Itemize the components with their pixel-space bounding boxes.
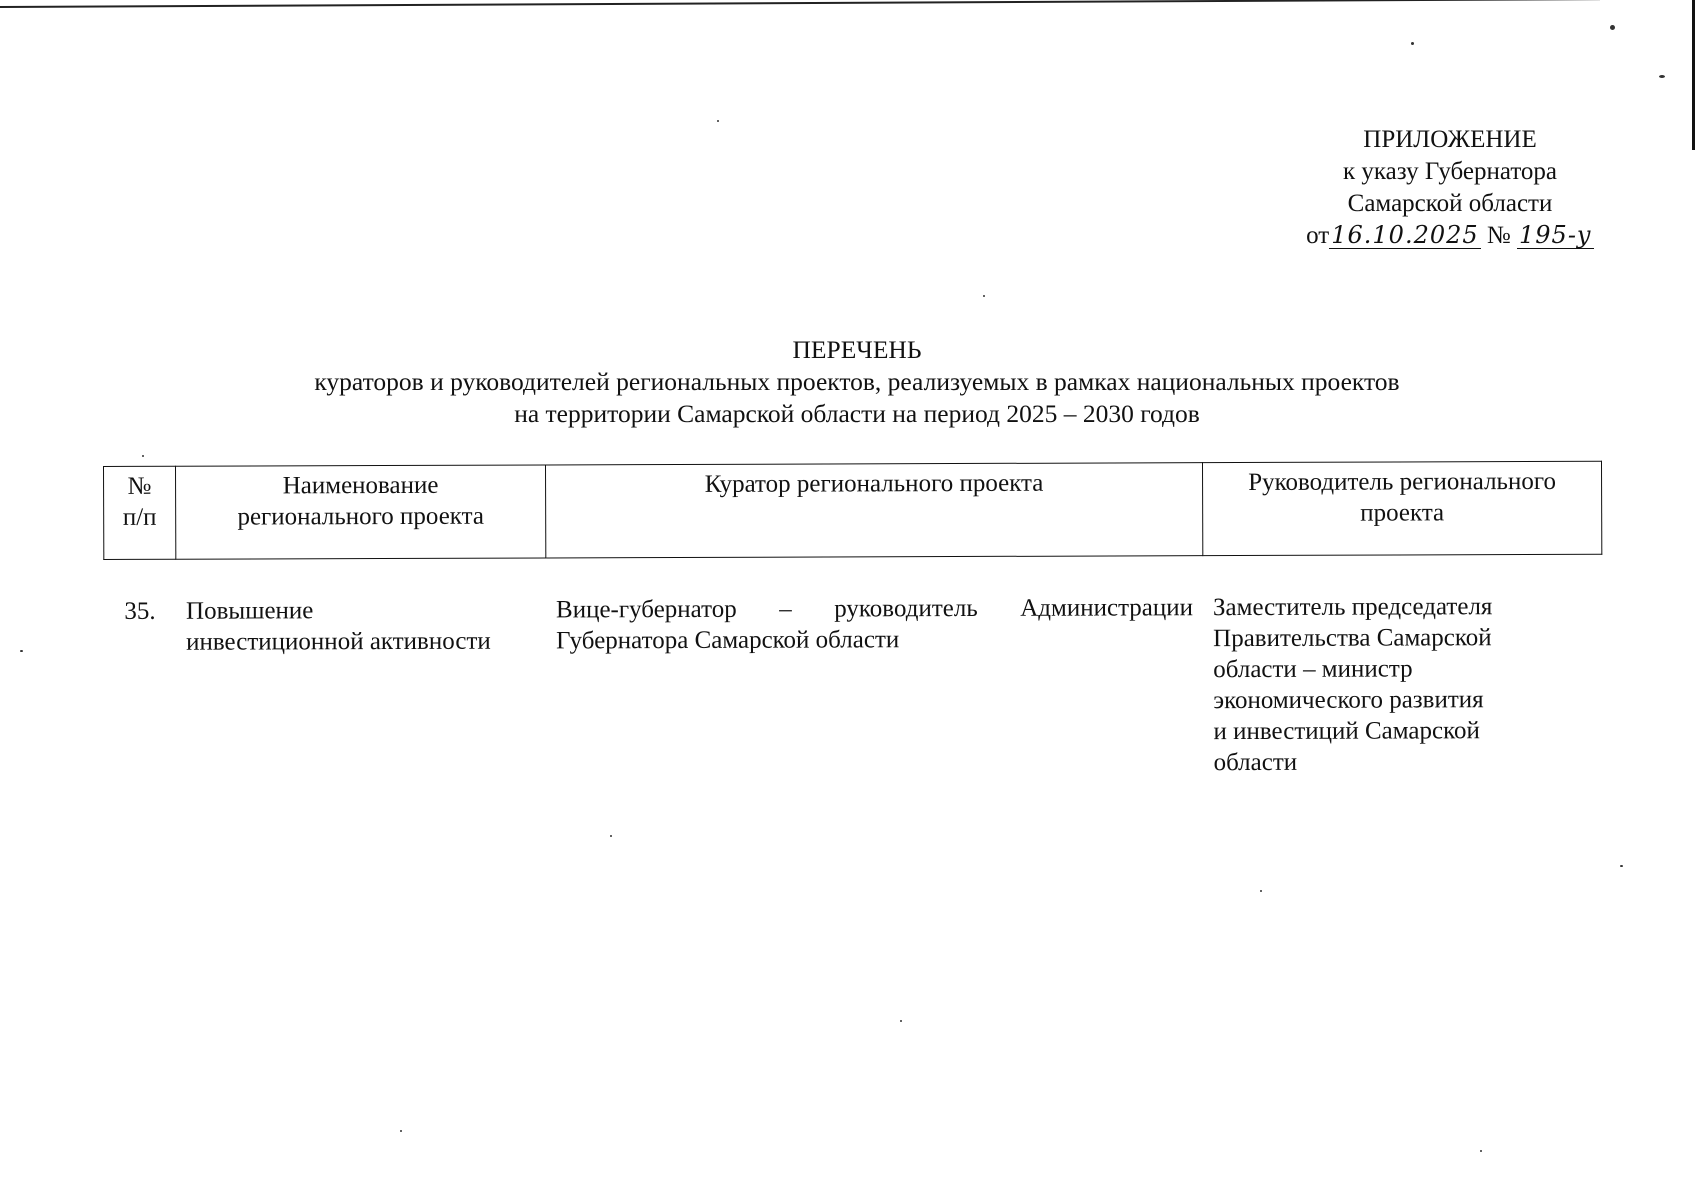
header-leader-line-2: проекта (1360, 499, 1445, 527)
leader-line: экономического развития (1213, 686, 1484, 715)
cell-leader (1203, 591, 1603, 778)
scan-speck (1610, 25, 1615, 30)
scan-speck (142, 455, 144, 457)
cell-project-name (176, 594, 547, 781)
appendix-line-1: к указу Губернатора (1342, 158, 1558, 185)
registry-table (103, 461, 1603, 782)
header-number-line-2: п/п (122, 503, 157, 531)
appendix-block (1300, 124, 1600, 252)
scan-speck (400, 1130, 402, 1132)
header-name-line-2: регионального проекта (237, 502, 484, 531)
cell-number: 35. (124, 597, 156, 625)
scan-edge-right (1692, 0, 1695, 150)
appendix-heading: ПРИЛОЖЕНИЕ (1363, 126, 1537, 153)
scan-speck (1260, 890, 1262, 892)
leader-line: области – министр (1213, 655, 1413, 684)
leader-line: и инвестиций Самарской (1213, 717, 1480, 746)
header-name-line-1: Наименование (282, 471, 439, 500)
table-row (104, 591, 1603, 782)
header-leader (1202, 461, 1601, 555)
scan-speck (900, 1020, 902, 1022)
scan-speck (610, 835, 612, 837)
leader-line: Правительства Самарской (1213, 624, 1492, 653)
project-name-line-2: инвестиционной активности (186, 627, 491, 656)
scan-speck (20, 650, 23, 652)
scan-edge-top (0, 0, 1600, 8)
date-prefix: от (1306, 222, 1330, 249)
table-header-row (104, 461, 1602, 559)
scan-speck (983, 295, 985, 297)
title-subtitle-line-1: кураторов и руководителей региональных проектов, реализуемых в рамках национальных проектов (314, 367, 1400, 396)
appendix-date-line (1300, 220, 1600, 252)
title-subtitle-line-2: на территории Самарской области на период 2025 – 2030 годов (514, 399, 1200, 428)
scan-speck (1480, 1150, 1482, 1152)
scan-speck (1620, 865, 1623, 867)
header-number-line-1: № (127, 472, 152, 500)
handwritten-date: 16.10.2025 (1331, 221, 1479, 249)
title-main: ПЕРЕЧЕНЬ (792, 335, 922, 364)
handwritten-number: 195-у (1519, 221, 1592, 249)
document-title (150, 334, 1564, 430)
header-curator (545, 463, 1202, 558)
header-project-name (176, 465, 546, 559)
leader-line: Заместитель председателя (1212, 593, 1493, 622)
number-label: № (1486, 222, 1511, 249)
scan-speck (1659, 75, 1665, 78)
table-spacer (104, 554, 1602, 596)
project-name-line-1: Повышение (185, 597, 314, 625)
leader-line: области (1213, 748, 1298, 777)
header-leader-line-1: Руководитель регионального (1248, 467, 1556, 497)
header-curator-label: Куратор регионального проекта (704, 469, 1044, 498)
appendix-line-2: Самарской области (1347, 190, 1553, 217)
scan-speck (1411, 42, 1414, 45)
cell-curator: Вице-губернатор – руководитель Администрации Губернатора Самарской области (555, 594, 1194, 655)
header-number (104, 466, 176, 559)
scan-speck (717, 120, 719, 122)
